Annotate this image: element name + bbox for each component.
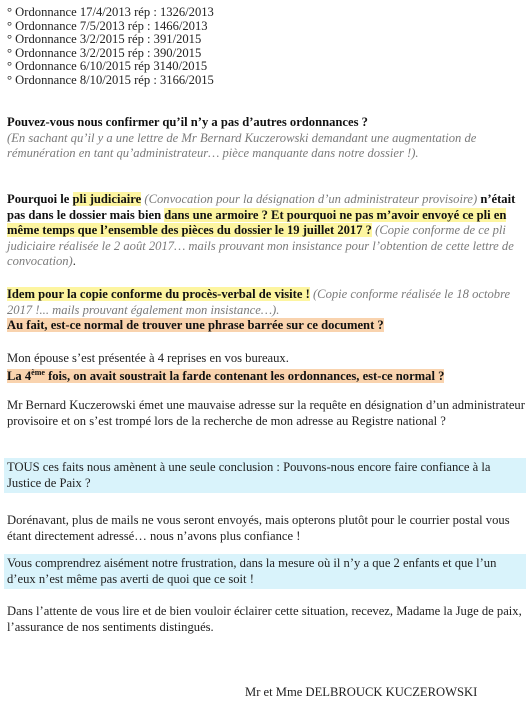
signature: Mr et Mme DELBROUCK KUCZEROWSKI [245, 685, 478, 699]
question-note: (En sachant qu’il y a une lettre de Mr Bernard Kuczerowski demandant une augmentation de rémunération en tant qu’administrateur… pièce manquante dans notre dossier !). [7, 130, 477, 161]
question-visites [7, 351, 526, 384]
question-pv-visite [7, 287, 526, 334]
question-title: Pouvez-vous nous confirmer qu’il n’y a pas d’autres ordonnances ? [7, 115, 368, 129]
text-segment: . [72, 254, 76, 269]
ordonnance-item: ° Ordonnance 6/10/2015 rép 3140/2015 [7, 59, 208, 73]
ordonnance-item: ° Ordonnance 8/10/2015 rép : 3166/2015 [7, 72, 214, 87]
ordonnance-item: ° Ordonnance 7/5/2013 rép : 1466/2013 [7, 18, 208, 33]
note-copie: (Copie conforme de ce pli judiciaire réalisée le 2 août 2017… mails prouvant mon insistance pour l’obtention de cette lettre de convocation) [7, 223, 514, 269]
highlighted-farde: La 4ème fois, on avait soustrait la farde contenant les ordonnances, est-ce normal ? [7, 367, 445, 383]
question-pli-judiciaire [7, 192, 526, 270]
paragraph-adresse: Mr Bernard Kuczerowski émet une mauvaise adresse sur la requête en désignation d’un administrateur provisoire et on s’est trompé lors de la recherche de mon adresse au Registre national ? [7, 398, 525, 428]
ordonnance-item: ° Ordonnance 3/2/2015 rép : 391/2015 [7, 32, 202, 46]
highlighted-question: dans une armoire ? Et pourquoi ne pas m’avoir envoyé ce pli en même temps que l’ensemble des pièces du dossier le 19 juillet 2017 ? [7, 207, 507, 238]
highlighted-pv: Idem pour la copie conforme du procès-verbal de visite ! [7, 287, 310, 301]
paragraph-conclusion: TOUS ces faits nous amènent à une seule conclusion : Pouvons-nous encore faire confiance à la Justice de Paix ? [4, 458, 526, 493]
ordonnance-item: ° Ordonnance 3/2/2015 rép : 390/2015 [7, 45, 202, 60]
paragraph-epouse: Mon épouse s’est présentée à 4 reprises en vos bureaux. [7, 351, 289, 365]
highlighted-phrase-barree: Au fait, est-ce normal de trouver une phrase barrée sur ce document ? [7, 318, 384, 333]
paragraph-mails: Dorénavant, plus de mails ne vous seront envoyés, mais opterons plutôt pour le courrier postal vous étant directement adressé… nous n’avons plus confiance ! [7, 513, 510, 543]
ordonnance-item: ° Ordonnance 17/4/2013 rép : 1326/2013 [7, 5, 214, 19]
text-segment: Pourquoi le [7, 192, 73, 206]
paragraph-closing: Dans l’attente de vous lire et de bien vouloir éclairer cette situation, recevez, Madame la Juge de paix, l’assurance de nos sentiments distingués. [7, 604, 522, 634]
highlighted-pli: pli judiciaire [72, 192, 142, 206]
paragraph-frustration: Vous comprendrez aisément notre frustration, dans la mesure où il n’y a que 2 enfants et que l’un d’eux n’est même pas averti de quoi que ce soit ! [4, 554, 526, 589]
text-segment: n’était pas dans le dossier mais bien [7, 192, 516, 222]
note-convocation: (Convocation pour la désignation d’un administrateur provisoire) [144, 192, 478, 206]
question-ordonnances [7, 115, 526, 162]
note-pv: (Copie conforme réalisée le 18 octobre 2017 !... mails prouvant également mon insistance…). [7, 287, 511, 317]
ordonnance-list [7, 6, 526, 87]
